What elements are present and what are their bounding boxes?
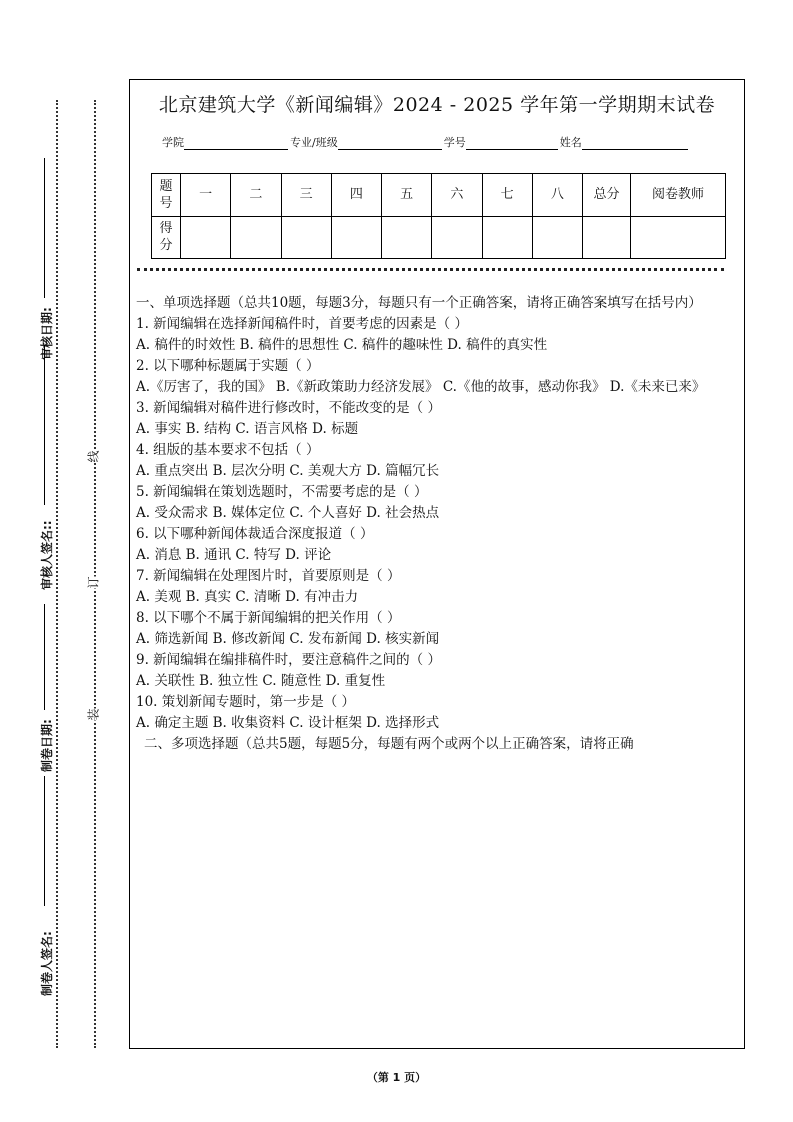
score-cell[interactable] <box>181 216 231 259</box>
question-7-options: A. 美观 B. 真实 C. 清晰 D. 有冲击力 <box>136 589 359 605</box>
score-col-1: 一 <box>181 174 231 217</box>
dotted-binding-line-inner <box>94 100 96 1048</box>
review-date-line <box>44 158 45 298</box>
student-id-field[interactable] <box>466 137 558 150</box>
section-2-heading: 二、多项选择题（总共5题，每题5分，每题有两个或两个以上正确答案，请将正确 <box>144 736 634 752</box>
binding-char-xian: 线 <box>86 450 101 463</box>
question-8: 8. 以下哪个不属于新闻编辑的把关作用（ ） <box>136 610 401 626</box>
score-table-header-row <box>152 174 726 217</box>
section-1-heading: 一、单项选择题（总共10题，每题3分，每题只有一个正确答案，请将正确答案填写在括号内） <box>136 295 702 311</box>
score-col-total: 总分 <box>583 174 631 217</box>
score-cell[interactable] <box>482 216 532 259</box>
score-cell[interactable] <box>231 216 281 259</box>
score-cell[interactable] <box>382 216 432 259</box>
score-table <box>151 173 726 259</box>
paper-maker-signature-label: 制卷人签名: <box>40 931 54 996</box>
binding-char-zhuang: 装 <box>86 708 101 721</box>
score-col-8: 八 <box>532 174 582 217</box>
question-9: 9. 新闻编辑在编排稿件时，要注意稿件之间的（ ） <box>136 652 441 668</box>
paper-date-label: 制卷日期: <box>40 719 54 772</box>
score-cell[interactable] <box>331 216 381 259</box>
score-col-3: 三 <box>281 174 331 217</box>
score-row-header: 得分 <box>152 216 181 259</box>
name-field[interactable] <box>582 137 688 150</box>
question-8-options: A. 筛选新闻 B. 修改新闻 C. 发布新闻 D. 核实新闻 <box>136 631 440 647</box>
dotted-separator <box>137 268 724 271</box>
exam-title: 北京建筑大学《新闻编辑》2024 - 2025 学年第一学期期末试卷 <box>158 94 716 116</box>
paper-maker-signature-line <box>44 776 45 906</box>
question-2-options: A.《厉害了，我的国》 B.《新政策助力经济发展》 C.《他的故事，感动你我》 D.《未来已来》 <box>136 379 706 395</box>
review-date-label: 审核日期: <box>40 307 54 360</box>
question-4-options: A. 重点突出 B. 层次分明 C. 美观大方 D. 篇幅冗长 <box>136 463 440 479</box>
question-9-options: A. 关联性 B. 独立性 C. 随意性 D. 重复性 <box>136 673 386 689</box>
question-3: 3. 新闻编辑对稿件进行修改时，不能改变的是（ ） <box>136 400 441 416</box>
question-4: 4. 组版的基本要求不包括（ ） <box>136 442 320 458</box>
question-3-options: A. 事实 B. 结构 C. 语言风格 D. 标题 <box>136 421 359 437</box>
student-id-label: 学号 <box>443 136 466 149</box>
binding-char-ding: 订 <box>86 576 101 589</box>
exam-content <box>136 293 736 755</box>
score-cell[interactable] <box>281 216 331 259</box>
score-col-grader: 阅卷教师 <box>631 174 726 217</box>
question-1: 1. 新闻编辑在选择新闻稿件时，首要考虑的因素是（ ） <box>136 316 468 332</box>
page-number: （第 1 页） <box>366 1071 427 1084</box>
question-7: 7. 新闻编辑在处理图片时，首要原则是（ ） <box>136 568 401 584</box>
question-2: 2. 以下哪种标题属于实题（ ） <box>136 358 320 374</box>
score-cell[interactable] <box>583 216 631 259</box>
exam-frame <box>129 79 745 1049</box>
score-col-6: 六 <box>432 174 482 217</box>
score-col-2: 二 <box>231 174 281 217</box>
reviewer-signature-label: 审核人签名:: <box>40 520 54 590</box>
college-label: 学院 <box>162 136 184 149</box>
question-6-options: A. 消息 B. 通讯 C. 特写 D. 评论 <box>136 547 332 563</box>
score-col-4: 四 <box>331 174 381 217</box>
question-1-options: A. 稿件的时效性 B. 稿件的思想性 C. 稿件的趣味性 D. 稿件的真实性 <box>136 337 548 353</box>
major-class-label: 专业/班级 <box>290 136 338 149</box>
college-field[interactable] <box>184 137 288 150</box>
name-label: 姓名 <box>559 136 582 149</box>
score-col-7: 七 <box>482 174 532 217</box>
score-cell[interactable] <box>631 216 726 259</box>
paper-date-line <box>44 604 45 710</box>
question-5: 5. 新闻编辑在策划选题时，不需要考虑的是（ ） <box>136 484 428 500</box>
score-cell[interactable] <box>532 216 582 259</box>
score-cell[interactable] <box>432 216 482 259</box>
score-table-score-row <box>152 216 726 259</box>
question-6: 6. 以下哪种新闻体裁适合深度报道（ ） <box>136 526 374 542</box>
student-info-row <box>162 134 690 150</box>
reviewer-signature-line <box>44 345 45 505</box>
question-10: 10. 策划新闻专题时，第一步是（ ） <box>136 694 356 710</box>
dotted-binding-line-outer <box>56 100 58 1048</box>
score-col-5: 五 <box>382 174 432 217</box>
question-number-header: 题号 <box>152 174 181 217</box>
major-class-field[interactable] <box>338 137 442 150</box>
question-5-options: A. 受众需求 B. 媒体定位 C. 个人喜好 D. 社会热点 <box>136 505 440 521</box>
question-10-options: A. 确定主题 B. 收集资料 C. 设计框架 D. 选择形式 <box>136 715 440 731</box>
